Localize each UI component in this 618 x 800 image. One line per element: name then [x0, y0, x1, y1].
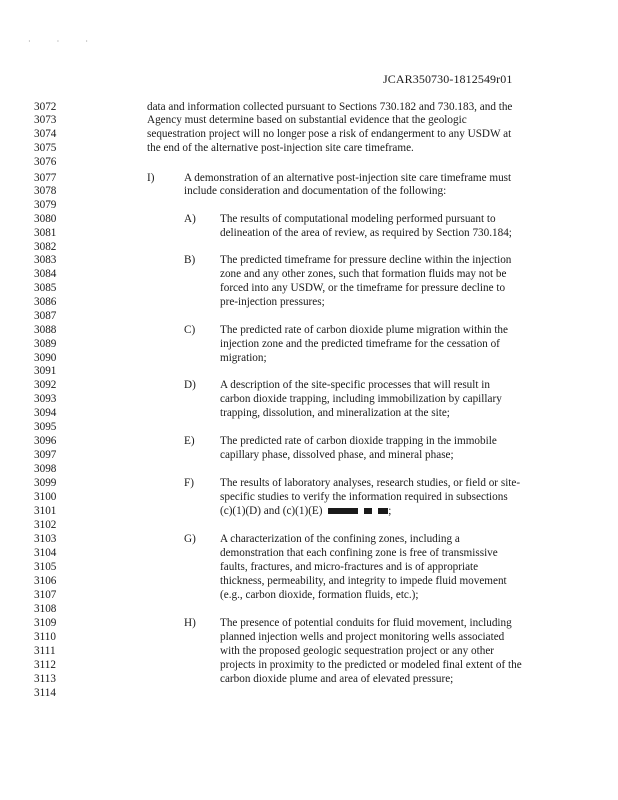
line-number: 3109	[34, 617, 57, 629]
line-number: 3075	[34, 142, 57, 154]
item-marker: A)	[184, 213, 196, 225]
item-line: trapping, dissolution, and mineralization at the site;	[220, 407, 450, 419]
item-marker: E)	[184, 435, 195, 447]
line-number: 3104	[34, 547, 57, 559]
item-line: thickness, permeability, and integrity to impede fluid movement	[220, 575, 507, 587]
line-number: 3112	[34, 659, 56, 671]
line-number: 3078	[34, 185, 57, 197]
line-number: 3082	[34, 241, 57, 253]
line-number: 3086	[34, 296, 57, 308]
line-number: 3099	[34, 477, 57, 489]
line-number: 3101	[34, 505, 57, 517]
item-line: The predicted rate of carbon dioxide trapping in the immobile	[220, 435, 497, 447]
line-number: 3073	[34, 114, 57, 126]
item-line: carbon dioxide trapping, including immobilization by capillary	[220, 393, 502, 405]
line-number: 3091	[34, 365, 57, 377]
line-number: 3092	[34, 379, 57, 391]
line-number: 3089	[34, 338, 57, 350]
line-number: 3106	[34, 575, 57, 587]
redaction-trailer: ;	[388, 505, 392, 517]
item-line: The predicted rate of carbon dioxide plume migration within the	[220, 324, 508, 336]
intro-line: data and information collected pursuant to Sections 730.182 and 730.183, and the	[147, 101, 513, 113]
line-number: 3079	[34, 199, 57, 211]
line-number: 3096	[34, 435, 57, 447]
item-line: specific studies to verify the information required in subsections	[220, 491, 508, 503]
item-line: capillary phase, dissolved phase, and mineral phase;	[220, 449, 454, 461]
redaction-mark	[378, 508, 388, 514]
line-number: 3098	[34, 463, 57, 475]
item-marker: C)	[184, 324, 196, 336]
item-line: The predicted timeframe for pressure decline within the injection	[220, 254, 512, 266]
item-line: planned injection wells and project monitoring wells associated	[220, 631, 505, 643]
line-number: 3105	[34, 561, 57, 573]
item-line: The results of laboratory analyses, research studies, or field or site-	[220, 477, 521, 489]
item-line: forced into any USDW, or the timeframe for pressure decline to	[220, 282, 506, 294]
item-line: zone and any other zones, such that formation fluids may not be	[220, 268, 507, 280]
item-line: demonstration that each confining zone is free of transmissive	[220, 547, 498, 559]
item-line: projects in proximity to the predicted or modeled final extent of the	[220, 659, 522, 671]
item-line: faults, fractures, and micro-fractures and is of appropriate	[220, 561, 479, 573]
item-line: injection zone and the predicted timeframe for the cessation of	[220, 338, 500, 350]
line-number: 3113	[34, 673, 56, 685]
line-number: 3087	[34, 310, 57, 322]
line-number: 3080	[34, 213, 57, 225]
line-number: 3085	[34, 282, 57, 294]
item-marker: H)	[184, 617, 196, 629]
item-marker: F)	[184, 477, 194, 489]
item-marker: G)	[184, 533, 196, 545]
item-marker: D)	[184, 379, 196, 391]
intro-line: Agency must determine based on substantial evidence that the geologic	[147, 114, 467, 126]
item-line: The presence of potential conduits for fluid movement, including	[220, 617, 512, 629]
line-number: 3095	[34, 421, 57, 433]
line-number: 3110	[34, 631, 56, 643]
line-number: 3076	[34, 156, 57, 168]
scan-specks: · · ·	[28, 37, 100, 46]
line-number: 3094	[34, 407, 57, 419]
line-number: 3102	[34, 519, 57, 531]
item-line: carbon dioxide plume and area of elevated pressure;	[220, 673, 454, 685]
document-id: JCAR350730-1812549r01	[383, 72, 513, 86]
item-line: A description of the site-specific processes that will result in	[220, 379, 490, 391]
item-line: delineation of the area of review, as required by Section 730.184;	[220, 227, 512, 239]
line-number: 3111	[34, 645, 56, 657]
line-number: 3077	[34, 172, 57, 184]
line-number: 3088	[34, 324, 57, 336]
line-number: 3108	[34, 603, 57, 615]
item-line	[220, 505, 391, 518]
line-number: 3103	[34, 533, 57, 545]
intro-line: the end of the alternative post-injection site care timeframe.	[147, 142, 414, 154]
line-number: 3093	[34, 393, 57, 405]
subsection-line: A demonstration of an alternative post-injection site care timeframe must	[184, 172, 512, 184]
item-line: A characterization of the confining zones, including a	[220, 533, 460, 545]
line-number: 3084	[34, 268, 57, 280]
item-line: pre-injection pressures;	[220, 296, 325, 308]
item-line: (e.g., carbon dioxide, formation fluids, etc.);	[220, 589, 419, 601]
line-number: 3074	[34, 128, 57, 140]
line-number: 3090	[34, 352, 57, 364]
item-line: migration;	[220, 352, 267, 364]
line-number: 3083	[34, 254, 57, 266]
intro-line: sequestration project will no longer pose a risk of endangerment to any USDW at	[147, 128, 512, 140]
redaction-mark	[328, 508, 358, 514]
line-number: 3072	[34, 101, 57, 113]
item-line-text: (c)(1)(D) and (c)(1)(E)	[220, 505, 323, 517]
line-number: 3107	[34, 589, 57, 601]
redaction-mark	[364, 508, 372, 514]
line-number: 3114	[34, 687, 56, 699]
item-line: with the proposed geologic sequestration project or any other	[220, 645, 495, 657]
line-number: 3097	[34, 449, 57, 461]
item-marker: B)	[184, 254, 196, 266]
subsection-marker: I)	[147, 172, 155, 184]
subsection-line: include consideration and documentation of the following:	[184, 185, 447, 197]
line-number: 3100	[34, 491, 57, 503]
item-line: The results of computational modeling performed pursuant to	[220, 213, 496, 225]
line-number: 3081	[34, 227, 57, 239]
